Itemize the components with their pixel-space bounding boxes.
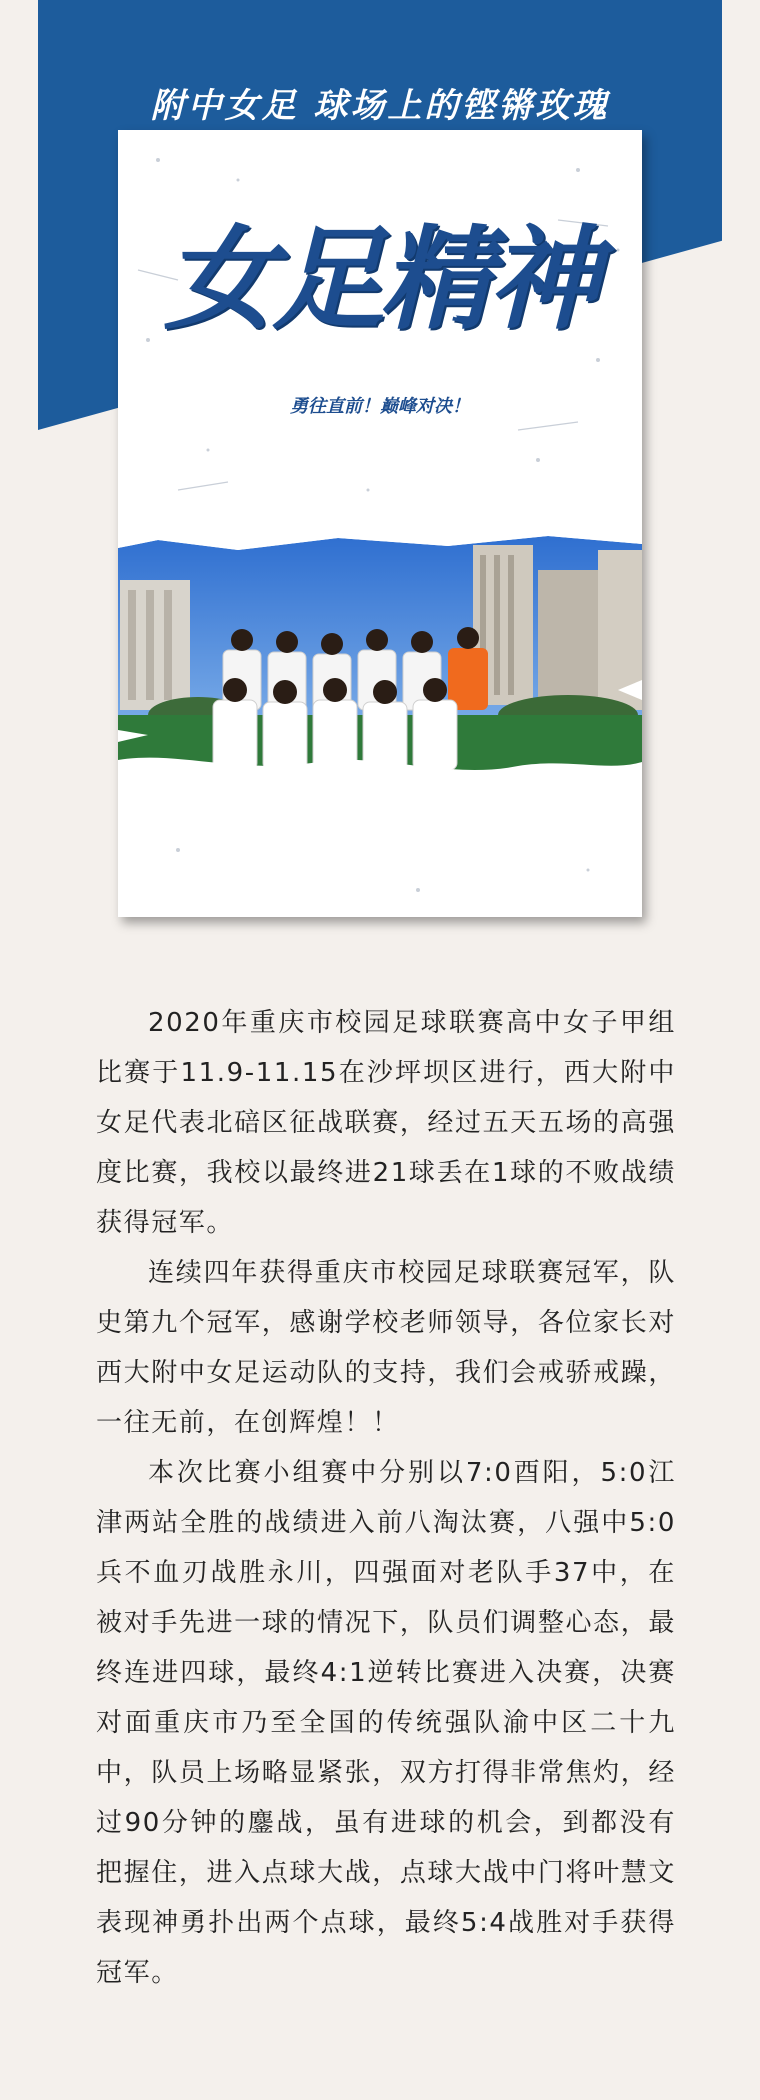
article-paragraph-1: 2020年重庆市校园足球联赛高中女子甲组比赛于11.9-11.15在沙坪坝区进行，西大附中女足代表北碚区征战联赛，经过五天五场的高强度比赛，我校以最终进21球丢在1球的不败战绩获得冠军。: [96, 1008, 676, 1238]
poster-card: [118, 130, 642, 917]
poster-heading: 女足精神: [164, 214, 596, 345]
article-paragraph-3: 本次比赛小组赛中分别以7:0酉阳，5:0江津两站全胜的战绩进入前八淘汰赛，八强中5:0兵不血刃战胜永川，四强面对老队手37中，在被对手先进一球的情况下，队员们调整心态，最终连进四球，最终4:1逆转比赛进入决赛，决赛对面重庆市乃至全国的传统强队渝中区二十九中，队员上场略显紧张，双方打得非常焦灼，经过90分钟的鏖战，虽有进球的机会，到都没有把握住，进入点球大战，点球大战中门将叶慧文表现神勇扑出两个点球，最终5:4战胜对手获得冠军。: [96, 1458, 676, 1988]
article-body: [96, 998, 676, 1998]
banner-title: 附中女足 球场上的铿锵玫瑰: [150, 86, 610, 126]
poster-tagline: 勇往直前！巅峰对决！: [290, 396, 470, 417]
article-paragraph-2: 连续四年获得重庆市校园足球联赛冠军，队史第九个冠军，感谢学校老师领导，各位家长对西大附中女足运动队的支持，我们会戒骄戒躁，一往无前，在创辉煌！！: [96, 1258, 676, 1438]
team-photo-icon: [118, 530, 642, 830]
